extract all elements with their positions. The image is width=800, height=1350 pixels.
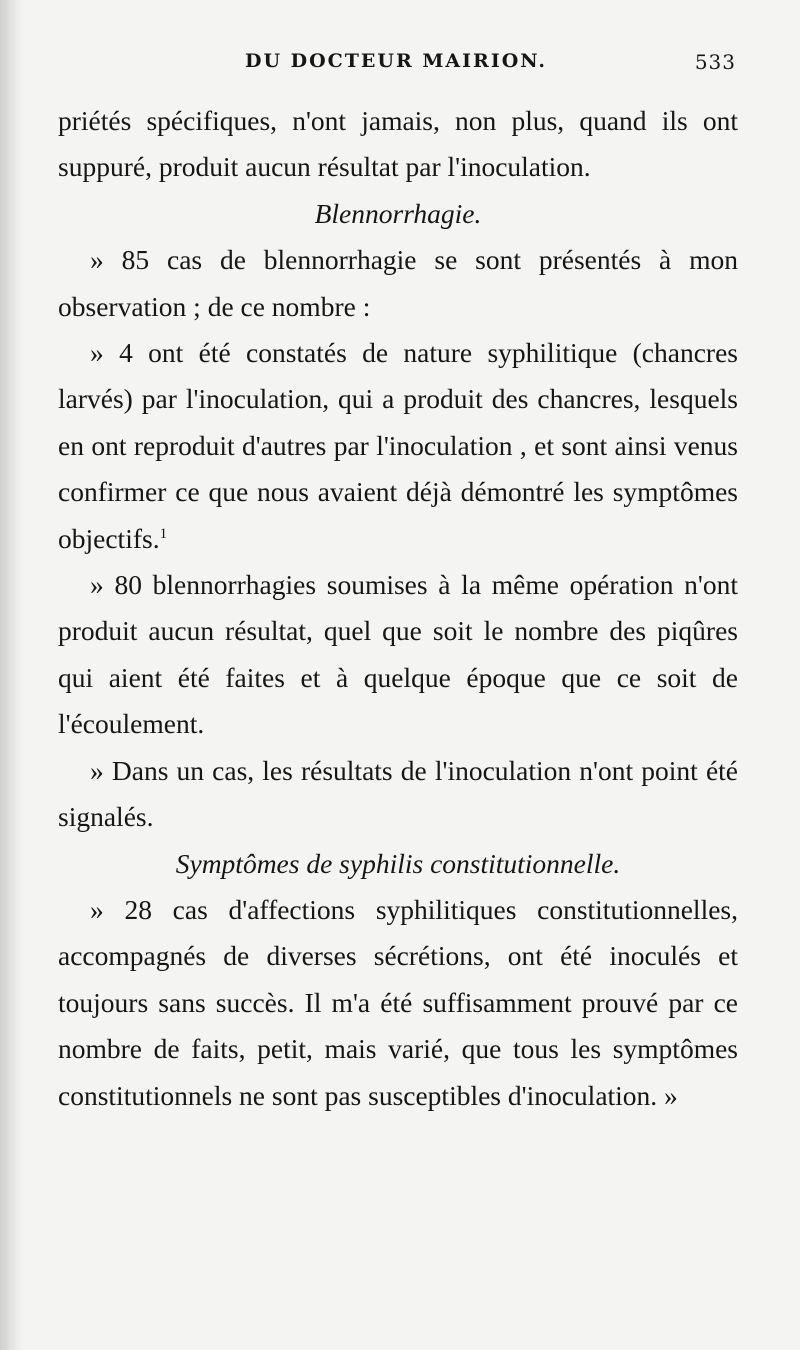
body-text (58, 98, 738, 1119)
paragraph: » Dans un cas, les résultats de l'inoculation n'ont point été signalés. (58, 754, 738, 833)
paragraph: » 28 cas d'affections syphilitiques constitutionnelles, accompagnés de diverses sécrétions, ont été inoculés et toujours sans succès. Il m'a été suffisamment prouvé par ce nombre de faits, petit, mais varié, que tous les symptômes constitutionnels ne sont pas susceptibles d'inoculation. » (58, 893, 738, 1111)
paragraph: » 80 blennorrhagies soumises à la même opération n'ont produit aucun résultat, quel que soit le nombre des piqûres qui aient été faites et à quelque époque que ce soit de l'écoulement. (58, 569, 738, 740)
page-header (56, 50, 736, 80)
running-head: DU DOCTEUR MAIRION. (244, 50, 548, 72)
section-heading-syphilis: Symptômes de syphilis constitutionnelle. (175, 847, 621, 879)
paragraph-text: » 4 ont été constatés de nature syphilitique (chancres larvés) par l'inoculation, qui a produit des chancres, lesquels en ont reproduit d'autres par l'inoculation , et sont ainsi venus confirmer ce que nous avaient déjà démontré les symptômes objectifs. (58, 337, 738, 554)
paragraph-with-footnote (58, 330, 738, 562)
paragraph: » 85 cas de blennorrhagie se sont présentés à mon observation ; de ce nombre : (58, 244, 738, 322)
section-heading-blennorrhagie: Blennorrhagie. (314, 197, 482, 229)
paragraph-continuation: priétés spécifiques, n'ont jamais, non plus, quand ils ont suppuré, produit aucun résultat par l'inoculation. (58, 105, 738, 183)
page-gutter (0, 0, 24, 1350)
page-number: 533 (694, 50, 736, 74)
footnote-mark: 1 (159, 525, 168, 542)
